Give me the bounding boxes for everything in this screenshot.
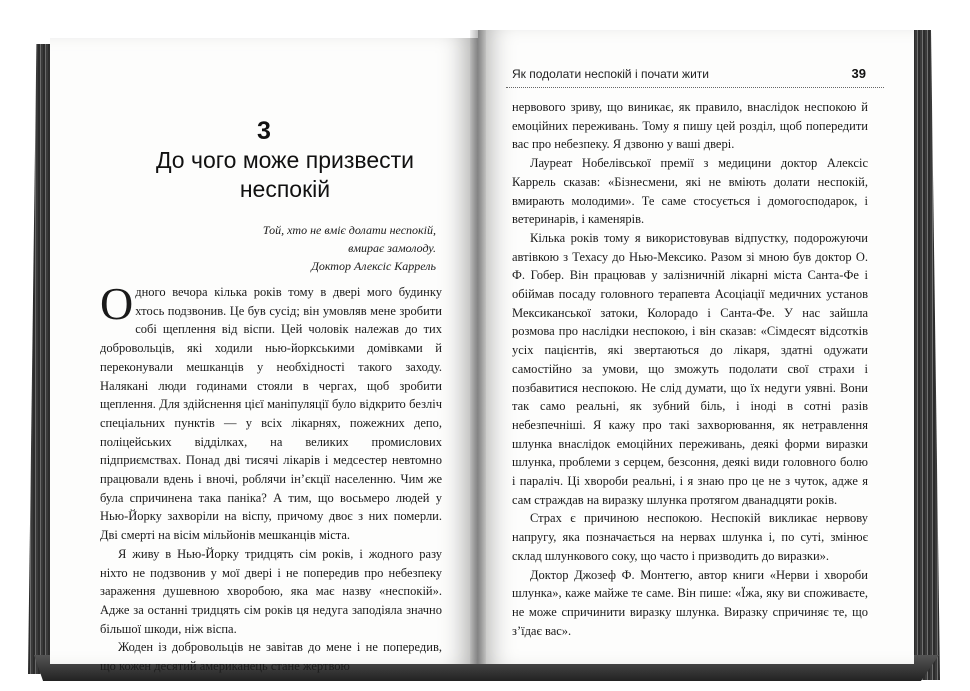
epigraph-author: Доктор Алексіс Каррель [311,259,436,273]
body-paragraph: Кілька років тому я використовував відпустку, подорожуючи автівкою з Техасу до Нью-Мексико. Разом зі мною був доктор О. Ф. Гобер. Він працював у залізничній лікарні міста Санта-Фе і обіймав посаду головного терапевта Асоціації медичних установ Мексиканської затоки, Колорадо і Санта-Фе. У нас зайшла розмова про наслідки неспокою, і він сказав: «Сімдесят відсотків усіх пацієнтів, які звертаються до лікаря, здатні одужати самостійно за умови, що зможуть подолати свої страхи і позбавитися неспокою. Не слід думати, що їх недуги уявні. Вони так само реальні, як зубний біль, і іноді в сотні разів небезпечніші. Я кажу про такі захворювання, як нетравлення шлунка внаслідок емоційних переживань, деякі форми виразки шлунка, проблеми з серцем, безсоння, деякі види головного болю і параліч. Ці хвороби реальні, і я знаю про це не з чуток, адже я сам страждав на виразку шлунка протягом дванадцяти років. [512,230,868,507]
book-gutter [470,30,486,664]
epigraph [196,221,436,275]
body-paragraph: нервового зриву, що виникає, як правило, внаслідок неспокою й емоційних переживань. Тому я пишу цей розділ, щоб попередити вас про небезпеку. Я дзвоню у ваші двері. [512,100,868,152]
epigraph-line: Той, хто не вміє долати неспокій, [262,223,436,237]
right-page-edges [910,30,940,680]
paragraph-text: дного вечора кілька років тому в двері мого будинку хтось подзвонив. Це був сусід; він умовляв мене зробити собі щеплення від віспи. Цей чоловік належав до тих добровольців, які ходили нью-йоркськими домівками й переконували мешканців у необхідності такого заходу. Налякані люди годинами стояли в чергах, щоб зробити щеплення. Для здійснення цієї маніпуляції було відкрито безліч спеціальних пунктів — у всіх лікарнях, пожежних депо, поліцейських відділках, на великих промислових підприємствах. Понад дві тисячі лікарів і медсестер невтомно працювали вдень і вночі, роблячи ін’єкції населенню. Чим же була спричинена така паніка? А тим, що восьмеро людей у Нью-Йорку захворіли на віспу, причому двоє з них померли. Дві смерті на вісім мільйонів мешканців міста. [100,285,442,543]
epigraph-line: вмирає замолоду. [348,241,436,255]
chapter-number: 3 [257,117,271,145]
body-paragraph: Жоден із добровольців не завітав до мене і не попередив, що кожен десятий американець стане жертвою [100,640,442,674]
right-page [478,30,914,664]
header-rule [506,87,884,88]
page-number: 39 [851,66,866,81]
drop-cap: О [100,278,134,329]
left-page [50,38,478,674]
body-paragraph: Я живу в Нью-Йорку тридцять сім років, і жодного разу ніхто не подзвонив у мої двері і не попередив про небезпеку зараження душевною хворобою, яка має назву «неспокій». Адже за останні тридцять сім років ця недуга заподіяла значно більшої шкоди, ніж віспа. [100,546,442,636]
body-paragraph [100,278,442,545]
body-paragraph: Страх є причиною неспокою. Неспокій викликає нервову напругу, яка позначається на нервах шлунка і, по суті, змінює склад шлункового соку, що часто і призводить до виразки». [512,511,868,563]
left-page-body [100,278,442,676]
body-paragraph: Лауреат Нобелівської премії з медицини доктор Алексіс Каррель сказав: «Бізнесмени, які не вміють долати неспокій, вмирають молодими». Те саме стосується і домогосподарок, і ветеринарів, і каменярів. [512,156,868,227]
right-page-body [512,98,868,640]
running-header: Як подолати неспокій і почати жити [512,67,709,81]
body-paragraph: Доктор Джозеф Ф. Монтегю, автор книги «Нерви і хвороби шлунка», каже майже те саме. Він пише: «Їжа, яку ви споживаєте, не може спричинити виразку шлунка. Виразку спричиняє те, що з’їдає вас». [512,567,868,638]
chapter-title: До чого може призвести неспокій [155,147,415,202]
